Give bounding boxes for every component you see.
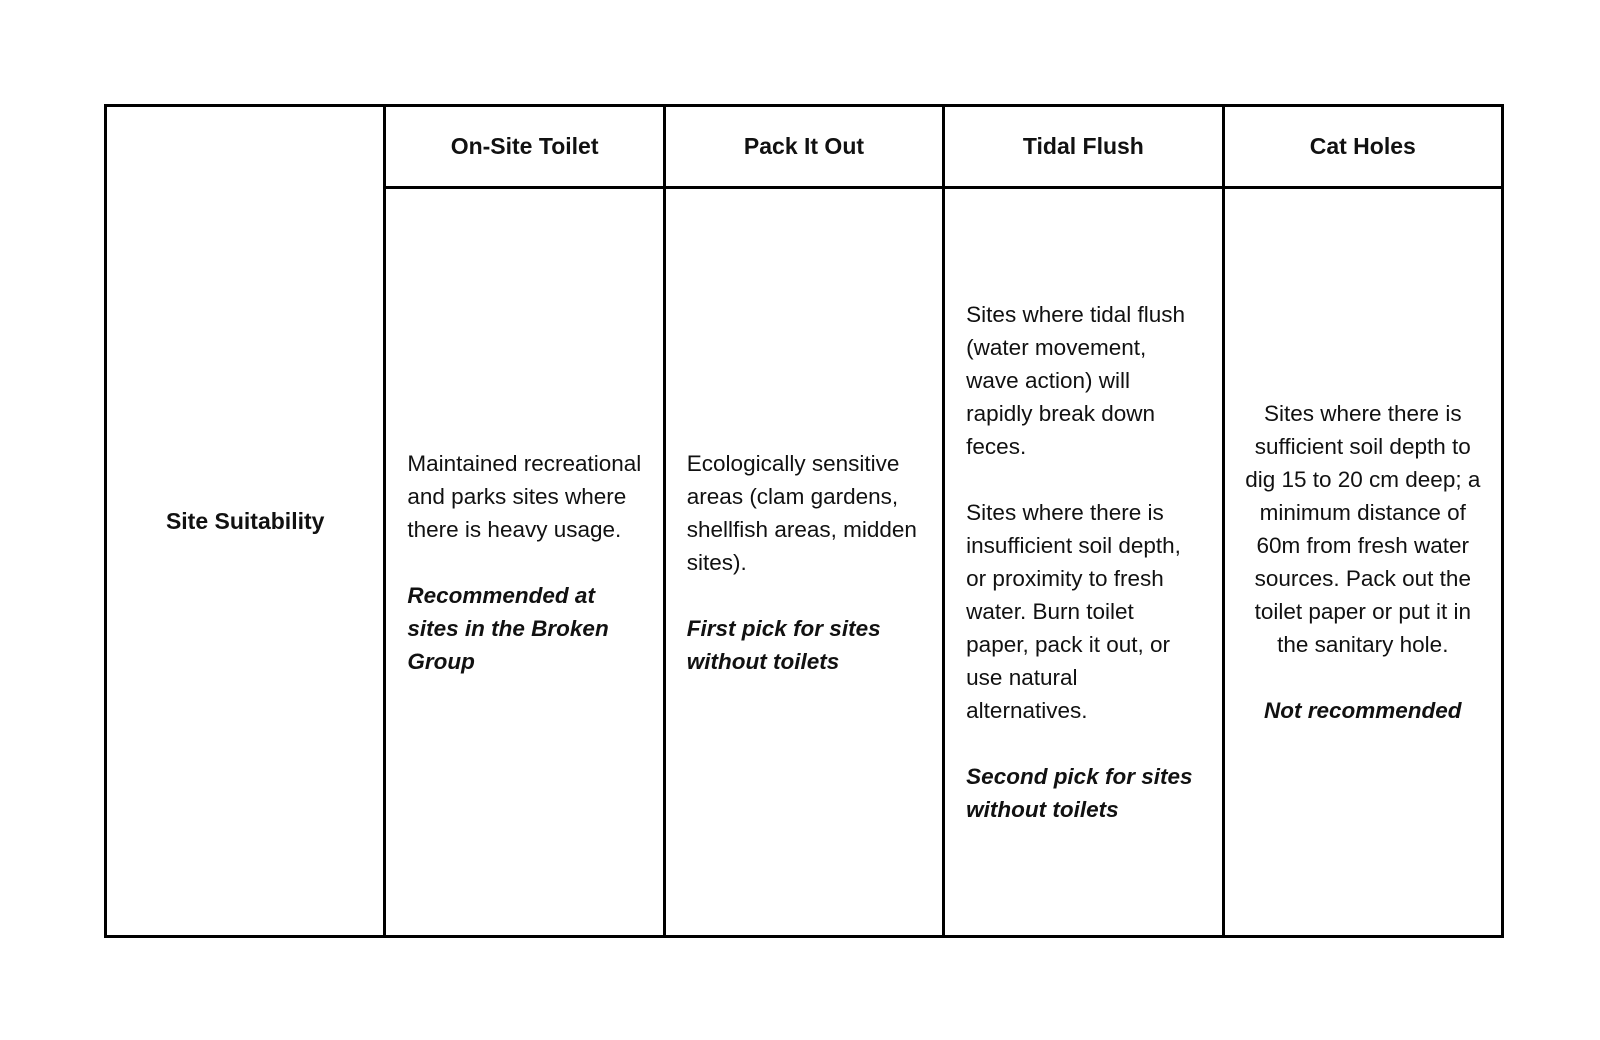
header-tidal-flush: Tidal Flush xyxy=(944,106,1223,188)
cell-on-site-toilet xyxy=(385,188,664,937)
row-label-site-suitability xyxy=(106,106,385,937)
on-site-toilet-recommendation: Recommended at sites in the Broken Group xyxy=(407,582,609,674)
cat-holes-description: Sites where there is sufficient soil depth to dig 15 to 20 cm deep; a minimum distance of 60m from fresh water sources. Pack out the toilet paper or put it in the sanitary hole. xyxy=(1245,401,1481,657)
pack-it-out-description: Ecologically sensitive areas (clam gardens, shellfish areas, midden sites). xyxy=(686,450,917,575)
row-label-text: Site Suitability xyxy=(165,507,325,534)
cell-pack-it-out xyxy=(664,188,943,937)
tidal-flush-description-2: Sites where there is insufficient soil depth, or proximity to fresh water. Burn toilet paper, pack it out, or use natural alternatives. xyxy=(966,500,1181,723)
header-pack-it-out: Pack It Out xyxy=(664,106,943,188)
site-suitability-table xyxy=(104,104,1504,938)
cell-cat-holes xyxy=(1223,188,1502,937)
site-suitability-table-container xyxy=(104,104,1504,938)
header-cat-holes: Cat Holes xyxy=(1223,106,1502,188)
on-site-toilet-description: Maintained recreational and parks sites where there is heavy usage. xyxy=(407,450,642,542)
cell-tidal-flush xyxy=(944,188,1223,937)
cat-holes-recommendation: Not recommended xyxy=(1264,698,1462,723)
header-row xyxy=(106,106,1503,188)
header-on-site-toilet: On-Site Toilet xyxy=(385,106,664,188)
tidal-flush-description: Sites where tidal flush (water movement, wave action) will rapidly break down feces. xyxy=(966,302,1186,459)
tidal-flush-recommendation: Second pick for sites without toilets xyxy=(966,764,1193,822)
pack-it-out-recommendation: First pick for sites without toilets xyxy=(686,615,881,674)
